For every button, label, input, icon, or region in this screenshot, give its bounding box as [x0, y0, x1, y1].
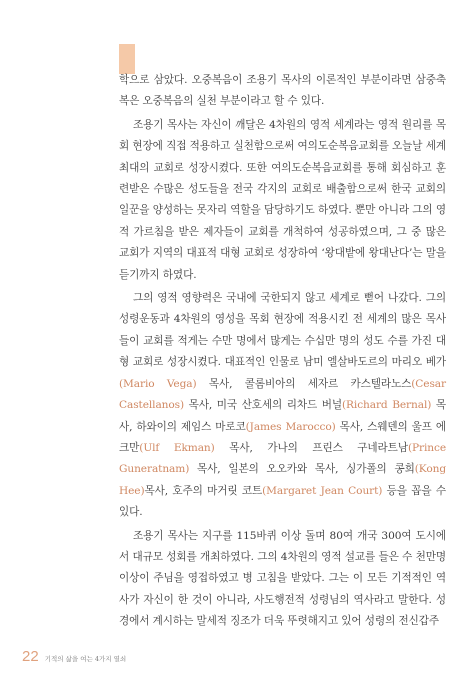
text-segment: 목사, 하와이의 제임스 마로코 [119, 399, 446, 433]
text-segment: 목사, 호주의 마거릿 코트 [144, 484, 263, 497]
paragraph [119, 70, 446, 113]
text-segment: 조용기 목사는 지구를 115바퀴 이상 돌며 80여 개국 300여 도시에서 대규모 성회를 개최하였다. 그의 4차원의 영적 설교를 들은 수 천만명 이상이 주님을 영접하였고 병 고침을 받았다. 그는 이 모든 기적적인 역사가 자신이 한 것이 아니라, 사도행전적 성령님의 역사라고 말한다. 성경에서 계시하는 말세적 징조가 더욱 뚜렷해지고 있어 성령의 전신갑주 [119, 529, 446, 628]
highlighted-name: (Richard Bernal) [342, 399, 432, 412]
text-segment: 목사, 가나의 프린스 구네라트남 [214, 441, 408, 454]
text-segment: 그의 영적 영향력은 국내에 국한되지 않고 세계로 뻗어 나갔다. 그의 성령운동과 4차원의 영성을 목회 현장에 적용시킨 전 세계의 많은 목사들이 교회를 적게는 수만 명에서 많게는 수십만 명의 성도 수를 가진 대형 교회로 성장시켰다. 대표적인 인물로 남미 엘살바도르의 마리오 베가 [119, 292, 446, 369]
text-segment: 목사, 일본의 오오카와 목사, 싱가폴의 콩희 [189, 463, 415, 476]
running-title: 기적의 삶을 여는 4가지 열쇠 [44, 655, 127, 663]
text-segment: 등을 꼽을 수 있다. [119, 484, 446, 519]
highlighted-name: (Kong Hee) [119, 463, 446, 497]
highlighted-name: (Cesar Castellanos) [119, 377, 446, 412]
highlighted-name: (James Marocco) [245, 420, 336, 433]
text-segment: 목사, 콜롬비아의 세자르 카스텔라노스 [196, 377, 412, 390]
page-footer [22, 648, 126, 665]
page-number: 22 [22, 648, 39, 665]
highlighted-name: (Prince Guneratnam) [119, 441, 446, 476]
text-segment: 목사, 스웨덴의 울프 에크만 [119, 420, 446, 454]
highlighted-name: (Margaret Jean Court) [262, 484, 383, 497]
text-segment: 학으로 삼았다. 오중복음이 조용기 목사의 이론적인 부분이라면 삼중축복은 오중복음의 실천 부분이라고 할 수 있다. [119, 74, 446, 108]
text-segment: 조용기 목사는 자신이 깨달은 4차원의 영적 세계라는 영적 원리를 목회 현장에 직접 적용하고 실천함으로써 여의도순복음교회를 오늘날 세계 최대의 교회로 성장시켰다. 또한 여의도순복음교회를 통해 회심하고 훈련받은 수많은 성도들을 전국 각지의 교회로 배출함으로써 한국 교회의 일꾼을 양성하는 못자리 역할을 담당하기도 하였다. 뿐만 아니라 그의 영적 가르침을 받은 제자들이 교회를 개척하여 성공하였으며, 그 중 많은 교회가 지역의 대표적 대형 교회로 성장하여 ‘왕대밭에 왕대난다’는 말을 듣기까지 하였다. [119, 118, 446, 281]
text-segment: 목사, 미국 산호세의 리차드 버널 [184, 399, 342, 412]
body-text [119, 70, 446, 635]
highlighted-name: (Mario Vega) [119, 377, 197, 390]
paragraph [119, 526, 446, 633]
highlighted-name: (Ulf Ekman) [139, 441, 215, 454]
paragraph [119, 115, 446, 286]
paragraph [119, 288, 446, 523]
